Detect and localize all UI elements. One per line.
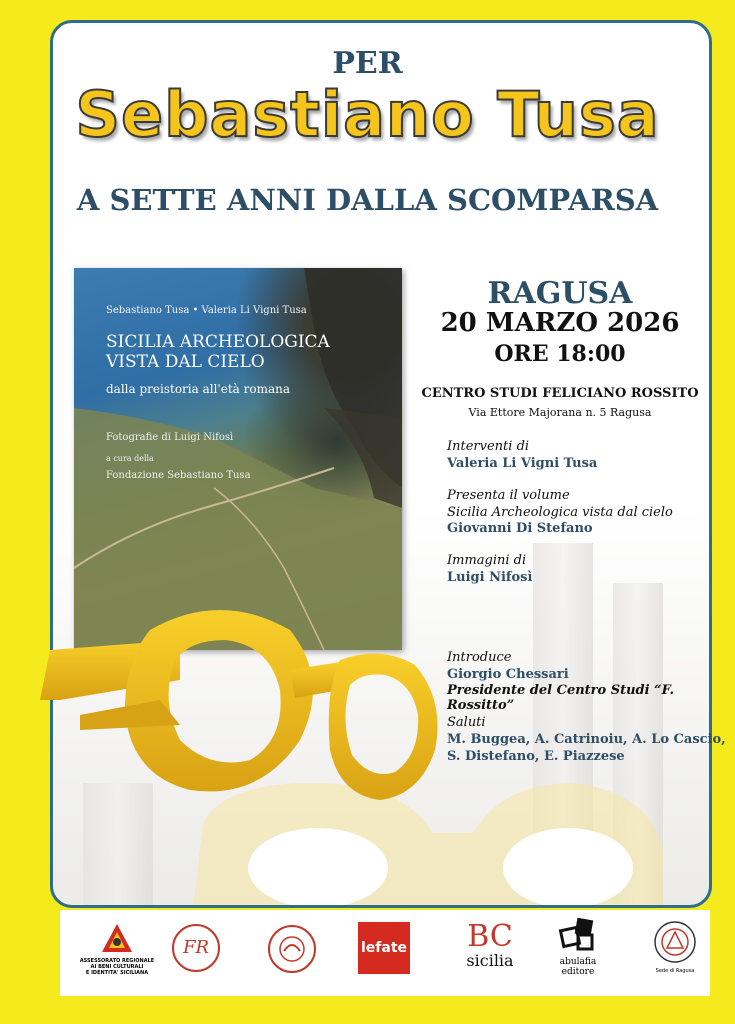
introduce-role: Presidente del Centro Studi “F. Rossitto” <box>447 683 675 713</box>
bottom-yellow-strip <box>32 996 712 1024</box>
event-date: 20 MARZO 2026 <box>440 308 680 338</box>
immagini-label: Immagini di <box>447 553 527 568</box>
event-city: RAGUSA <box>487 276 633 311</box>
yellow-glasses-image <box>40 590 460 810</box>
honoree-name: Sebastiano Tusa <box>75 78 660 151</box>
book-subtitle: dalla preistoria all'età romana <box>106 382 290 396</box>
introduce-name: Giorgio Chessari <box>447 667 569 682</box>
abulafia-text1: abulafia <box>559 957 597 967</box>
archeoclub-icon <box>653 920 697 964</box>
bc-text: BC <box>467 919 513 954</box>
bc-sicilia-logo <box>455 919 525 970</box>
book-title-line2: VISTA DAL CIELO <box>106 352 265 372</box>
regione-line2: AI BENI CULTURALI <box>90 964 144 970</box>
archeoclub-logo <box>650 920 700 974</box>
lefate-logo <box>358 922 410 974</box>
rossitto-mark: FR <box>182 937 210 958</box>
abulafia-logo <box>552 915 604 977</box>
immagini-name: Luigi Nifosì <box>447 570 533 585</box>
presenta-name: Giovanni Di Stefano <box>447 521 593 536</box>
bc-sub: sicilia <box>466 951 514 970</box>
book-title-line1: SICILIA ARCHEOLOGICA <box>106 332 330 352</box>
emblem-icon <box>270 927 314 971</box>
introduce-label: Introduce <box>447 650 512 665</box>
book-foundation: Fondazione Sebastiano Tusa <box>106 470 251 481</box>
book-photographer: Fotografie di Luigi Nifosì <box>106 432 234 443</box>
subtitle: A SETTE ANNI DALLA SCOMPARSA <box>76 183 659 217</box>
event-address: Via Ettore Majorana n. 5 Ragusa <box>468 406 652 419</box>
presenta-label: Presenta il volume <box>447 488 570 503</box>
trinacria-icon <box>100 922 134 954</box>
ragusa-circle-logo <box>268 925 316 973</box>
regione-sicilia-logo <box>72 922 162 976</box>
saluti-label: Saluti <box>447 715 486 730</box>
saluti-line2: S. Distefano, E. Piazzese <box>447 749 625 764</box>
regione-line1: ASSESSORATO REGIONALE <box>79 958 155 964</box>
abulafia-text2: editore <box>561 967 595 977</box>
abulafia-icon <box>558 915 598 953</box>
interventi-label: Interventi di <box>447 439 530 454</box>
presenta-book: Sicilia Archeologica vista dal cielo <box>447 505 673 520</box>
rossitto-logo <box>172 924 220 972</box>
book-title <box>106 332 330 372</box>
book-cura: a cura della <box>106 454 154 463</box>
interventi-name: Valeria Li Vigni Tusa <box>447 456 598 471</box>
regione-line3: E IDENTITA' SICILIANA <box>85 970 149 976</box>
event-time: ORE 18:00 <box>494 341 626 367</box>
book-authors: Sebastiano Tusa • Valeria Li Vigni Tusa <box>106 305 307 316</box>
saluti-line1: M. Buggea, A. Catrinoiu, A. Lo Cascio, <box>447 732 726 747</box>
per-label: PER <box>332 46 403 81</box>
lefate-text: lefate <box>360 940 408 956</box>
archeoclub-sub: Sede di Ragusa <box>655 968 695 974</box>
event-venue: CENTRO STUDI FELICIANO ROSSITO <box>421 386 699 401</box>
